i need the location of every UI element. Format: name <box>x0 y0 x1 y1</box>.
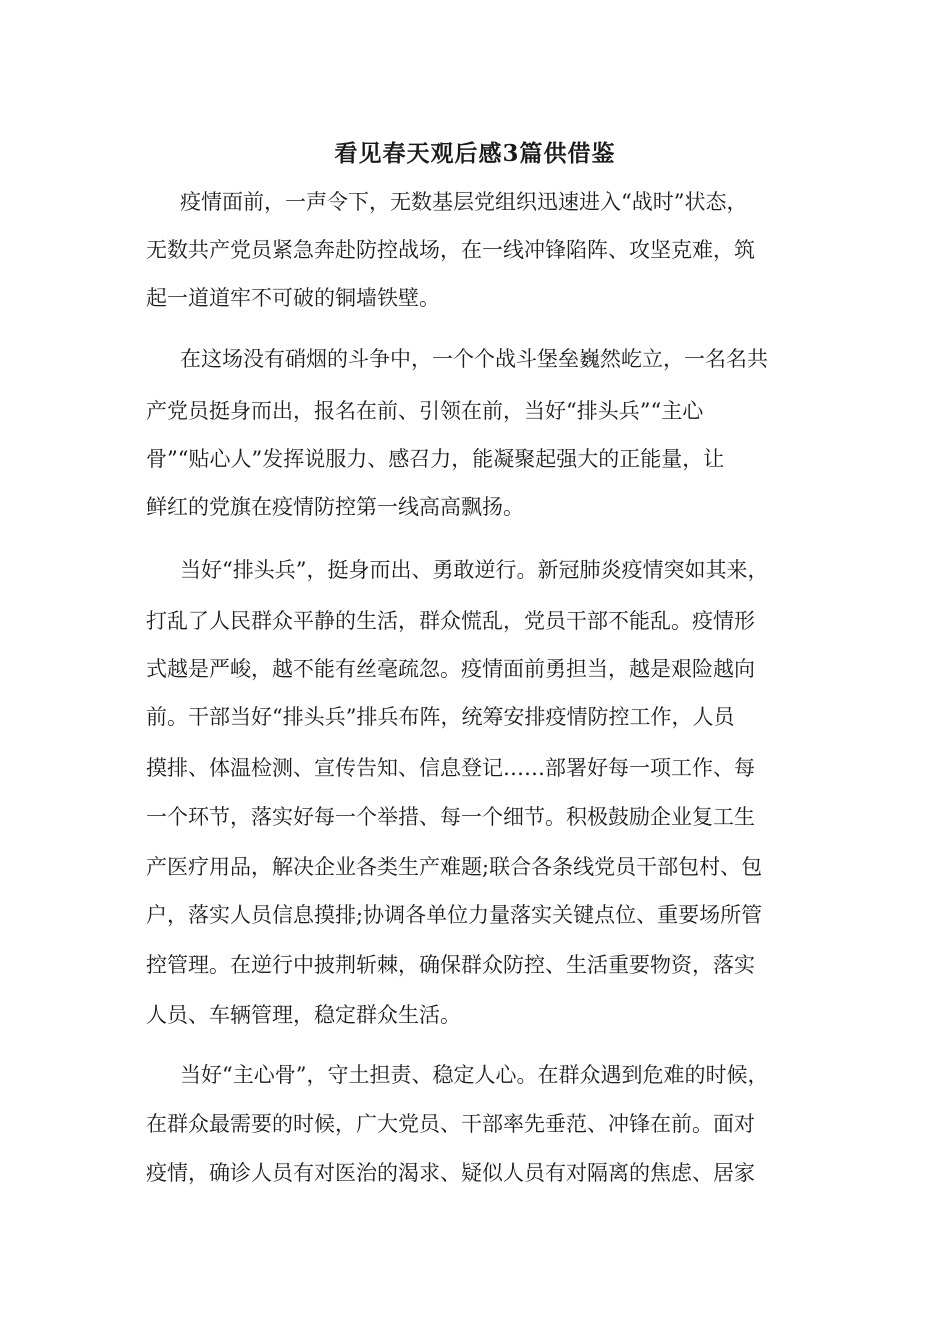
paragraph-3-line-8: 户，落实人员信息摸排;协调各单位力量落实关键点位、重要场所管 <box>146 903 763 927</box>
paragraph-3-line-5: 摸排、体温检测、宣传告知、信息登记……部署好每一项工作、每 <box>146 756 755 780</box>
paragraph-3-line-7: 产医疗用品，解决企业各类生产难题;联合各条线党员干部包村、包 <box>146 855 763 879</box>
paragraph-4-line-3: 疫情，确诊人员有对医治的渴求、疑似人员有对隔离的焦虑、居家 <box>146 1161 755 1185</box>
paragraph-4-line-2: 在群众最需要的时候，广大党员、干部率先垂范、冲锋在前。面对 <box>146 1112 755 1136</box>
paragraph-3-line-4: 前。干部当好“排头兵”排兵布阵，统筹安排疫情防控工作，人员 <box>146 705 735 729</box>
paragraph-1-line-2: 无数共产党员紧急奔赴防控战场，在一线冲锋陷阵、攻坚克难，筑 <box>146 238 755 262</box>
paragraph-2-line-3: 骨”“贴心人”发挥说服力、感召力，能凝聚起强大的正能量，让 <box>146 447 725 471</box>
paragraph-3-line-2: 打乱了人民群众平静的生活，群众慌乱，党员干部不能乱。疫情形 <box>146 609 755 633</box>
paragraph-2-line-2: 产党员挺身而出，报名在前、引领在前，当好“排头兵”“主心 <box>146 399 704 423</box>
document-title: 看见春天观后感3篇供借鉴 <box>334 140 616 167</box>
paragraph-3-line-1: 当好“排头兵”，挺身而出、勇敢逆行。新冠肺炎疫情突如其来， <box>180 558 769 582</box>
paragraph-1-line-1: 疫情面前，一声令下，无数基层党组织迅速进入“战时”状态， <box>180 190 748 214</box>
paragraph-3-line-6: 一个环节，落实好每一个举措、每一个细节。积极鼓励企业复工生 <box>146 805 755 829</box>
paragraph-2-line-1: 在这场没有硝烟的斗争中，一个个战斗堡垒巍然屹立，一名名共 <box>180 347 768 371</box>
paragraph-2-line-4: 鲜红的党旗在疫情防控第一线高高飘扬。 <box>146 495 524 519</box>
paragraph-3-line-10: 人员、车辆管理，稳定群众生活。 <box>146 1003 461 1027</box>
paragraph-4-line-1: 当好“主心骨”，守土担责、稳定人心。在群众遇到危难的时候， <box>180 1063 769 1087</box>
paragraph-3-line-3: 式越是严峻，越不能有丝毫疏忽。疫情面前勇担当，越是艰险越向 <box>146 657 755 681</box>
paragraph-1-line-3: 起一道道牢不可破的铜墙铁壁。 <box>146 286 440 310</box>
paragraph-3-line-9: 控管理。在逆行中披荆斩棘，确保群众防控、生活重要物资，落实 <box>146 953 755 977</box>
